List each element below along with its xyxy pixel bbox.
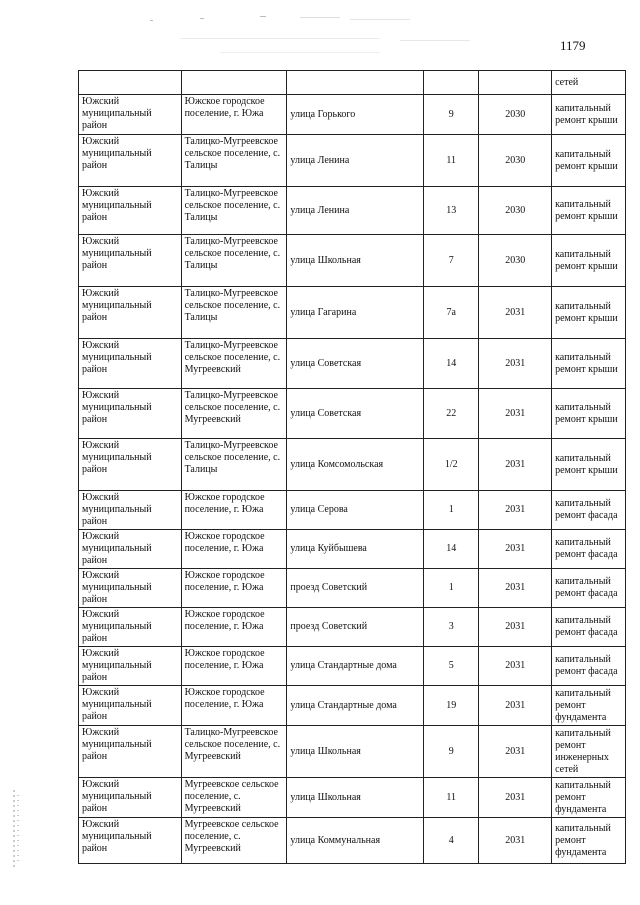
cell-house: 9 — [424, 726, 479, 778]
cell-settlement: Южское городское поселение, г. Южа — [181, 569, 287, 608]
repair-schedule-table — [78, 70, 626, 864]
cell-type: капитальный ремонт крыши — [552, 135, 626, 187]
cell-settlement: Южское городское поселение, г. Южа — [181, 608, 287, 647]
cell-street: улица Школьная — [287, 778, 424, 818]
cell-street: улица Горького — [287, 95, 424, 135]
cell-district: Южский муниципальный район — [79, 686, 182, 726]
cell-street: улица Советская — [287, 339, 424, 389]
cell-house: 7а — [424, 287, 479, 339]
cell-settlement: Талицко-Мугреевское сельское поселение, с. Талицы — [181, 235, 287, 287]
table-row — [79, 726, 626, 778]
cell-street — [287, 71, 424, 95]
cell-district: Южский муниципальный район — [79, 235, 182, 287]
table-row — [79, 235, 626, 287]
cell-year: 2030 — [479, 135, 552, 187]
cell-settlement: Талицко-Мугреевское сельское поселение, с. Талицы — [181, 187, 287, 235]
cell-district: Южский муниципальный район — [79, 187, 182, 235]
table-row — [79, 491, 626, 530]
cell-year: 2031 — [479, 818, 552, 864]
cell-house — [424, 71, 479, 95]
scan-noise-header — [0, 0, 640, 70]
cell-type: капитальный ремонт фасада — [552, 647, 626, 686]
cell-district: Южский муниципальный район — [79, 818, 182, 864]
table-row — [79, 389, 626, 439]
cell-house: 19 — [424, 686, 479, 726]
cell-street: улица Стандартные дома — [287, 647, 424, 686]
scan-edge-marks — [12, 790, 22, 870]
cell-street: улица Ленина — [287, 135, 424, 187]
cell-year: 2031 — [479, 491, 552, 530]
table-row — [79, 569, 626, 608]
cell-house: 14 — [424, 339, 479, 389]
table-row — [79, 608, 626, 647]
cell-type: капитальный ремонт фасада — [552, 569, 626, 608]
cell-district: Южский муниципальный район — [79, 439, 182, 491]
cell-settlement: Талицко-Мугреевское сельское поселение, с. Мугреевский — [181, 726, 287, 778]
cell-house: 7 — [424, 235, 479, 287]
cell-district: Южский муниципальный район — [79, 95, 182, 135]
cell-street: проезд Советский — [287, 569, 424, 608]
cell-street: улица Советская — [287, 389, 424, 439]
table-row — [79, 439, 626, 491]
cell-year: 2031 — [479, 339, 552, 389]
table-row — [79, 135, 626, 187]
table-row — [79, 647, 626, 686]
cell-type: капитальный ремонт фундамента — [552, 778, 626, 818]
cell-year: 2030 — [479, 187, 552, 235]
cell-house: 3 — [424, 608, 479, 647]
cell-district: Южский муниципальный район — [79, 778, 182, 818]
cell-street: улица Школьная — [287, 726, 424, 778]
cell-settlement: Южское городское поселение, г. Южа — [181, 95, 287, 135]
cell-year: 2031 — [479, 647, 552, 686]
table-row — [79, 187, 626, 235]
table-row — [79, 778, 626, 818]
table-row-continuation — [79, 71, 626, 95]
cell-year: 2031 — [479, 686, 552, 726]
cell-type: капитальный ремонт фасада — [552, 530, 626, 569]
cell-type: капитальный ремонт фундамента — [552, 686, 626, 726]
cell-district — [79, 71, 182, 95]
cell-type: капитальный ремонт фасада — [552, 608, 626, 647]
cell-house: 9 — [424, 95, 479, 135]
cell-house: 5 — [424, 647, 479, 686]
cell-year: 2031 — [479, 389, 552, 439]
cell-district: Южский муниципальный район — [79, 339, 182, 389]
cell-settlement: Талицко-Мугреевское сельское поселение, с. Талицы — [181, 439, 287, 491]
cell-year: 2031 — [479, 569, 552, 608]
cell-street: улица Комсомольская — [287, 439, 424, 491]
cell-house: 11 — [424, 778, 479, 818]
cell-settlement: Южское городское поселение, г. Южа — [181, 647, 287, 686]
cell-type: капитальный ремонт крыши — [552, 235, 626, 287]
cell-settlement: Южское городское поселение, г. Южа — [181, 530, 287, 569]
cell-type: капитальный ремонт фасада — [552, 491, 626, 530]
table-row — [79, 818, 626, 864]
cell-street: улица Коммунальная — [287, 818, 424, 864]
cell-district: Южский муниципальный район — [79, 491, 182, 530]
page-number: 1179 — [560, 38, 586, 53]
table-row — [79, 530, 626, 569]
cell-street: улица Стандартные дома — [287, 686, 424, 726]
table-row — [79, 686, 626, 726]
cell-street: улица Гагарина — [287, 287, 424, 339]
cell-house: 11 — [424, 135, 479, 187]
cell-settlement: Южское городское поселение, г. Южа — [181, 686, 287, 726]
cell-type: капитальный ремонт крыши — [552, 187, 626, 235]
cell-year: 2031 — [479, 287, 552, 339]
cell-year: 2031 — [479, 530, 552, 569]
table-row — [79, 339, 626, 389]
cell-year — [479, 71, 552, 95]
cell-district: Южский муниципальный район — [79, 569, 182, 608]
cell-settlement: Южское городское поселение, г. Южа — [181, 491, 287, 530]
cell-type: капитальный ремонт крыши — [552, 439, 626, 491]
cell-settlement: Талицко-Мугреевское сельское поселение, с. Талицы — [181, 287, 287, 339]
cell-street: улица Серова — [287, 491, 424, 530]
cell-street: проезд Советский — [287, 608, 424, 647]
cell-street: улица Куйбышева — [287, 530, 424, 569]
cell-house: 1 — [424, 569, 479, 608]
cell-year: 2031 — [479, 439, 552, 491]
cell-settlement: Талицко-Мугреевское сельское поселение, с. Мугреевский — [181, 389, 287, 439]
cell-house: 1 — [424, 491, 479, 530]
cell-house: 22 — [424, 389, 479, 439]
cell-settlement: Мугреевское сельское поселение, с. Мугреевский — [181, 818, 287, 864]
cell-type: капитальный ремонт фундамента — [552, 818, 626, 864]
table-row — [79, 287, 626, 339]
cell-street: улица Ленина — [287, 187, 424, 235]
cell-type: капитальный ремонт инженерных сетей — [552, 726, 626, 778]
table-row — [79, 95, 626, 135]
cell-street: улица Школьная — [287, 235, 424, 287]
cell-year: 2031 — [479, 608, 552, 647]
cell-type: сетей — [552, 71, 626, 95]
cell-settlement: Талицко-Мугреевское сельское поселение, с. Талицы — [181, 135, 287, 187]
cell-year: 2031 — [479, 726, 552, 778]
cell-type: капитальный ремонт крыши — [552, 287, 626, 339]
cell-type: капитальный ремонт крыши — [552, 339, 626, 389]
cell-district: Южский муниципальный район — [79, 389, 182, 439]
cell-house: 1/2 — [424, 439, 479, 491]
cell-district: Южский муниципальный район — [79, 287, 182, 339]
cell-district: Южский муниципальный район — [79, 647, 182, 686]
cell-settlement — [181, 71, 287, 95]
cell-house: 14 — [424, 530, 479, 569]
cell-house: 13 — [424, 187, 479, 235]
cell-district: Южский муниципальный район — [79, 608, 182, 647]
cell-year: 2030 — [479, 95, 552, 135]
cell-district: Южский муниципальный район — [79, 726, 182, 778]
cell-settlement: Талицко-Мугреевское сельское поселение, с. Мугреевский — [181, 339, 287, 389]
cell-settlement: Мугреевское сельское поселение, с. Мугреевский — [181, 778, 287, 818]
cell-year: 2030 — [479, 235, 552, 287]
cell-type: капитальный ремонт крыши — [552, 389, 626, 439]
cell-house: 4 — [424, 818, 479, 864]
cell-district: Южский муниципальный район — [79, 530, 182, 569]
cell-type: капитальный ремонт крыши — [552, 95, 626, 135]
cell-year: 2031 — [479, 778, 552, 818]
cell-district: Южский муниципальный район — [79, 135, 182, 187]
